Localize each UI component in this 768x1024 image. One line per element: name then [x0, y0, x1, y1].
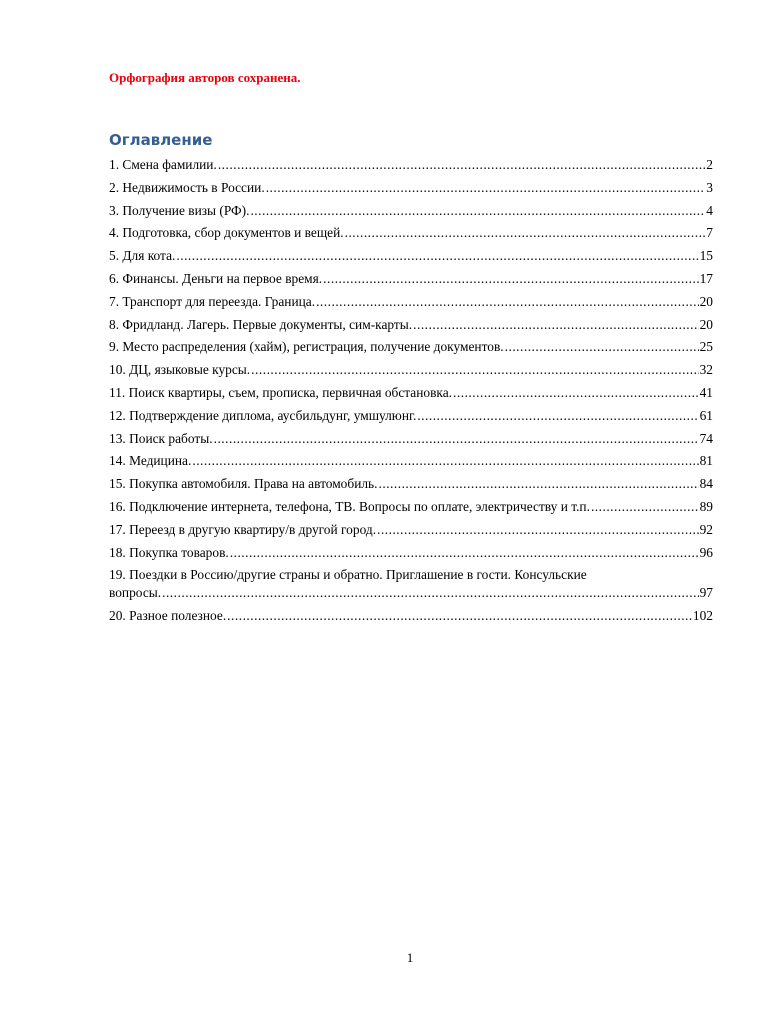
toc-entry-page: 20 — [699, 293, 713, 309]
toc-entry-title: 20. Разное полезное. — [109, 608, 227, 624]
toc-entry-title: 6. Финансы. Деньги на первое время. — [109, 270, 323, 286]
dot-leader — [176, 248, 698, 263]
toc-entry[interactable] — [109, 567, 713, 600]
toc-entry-page: 61 — [699, 407, 713, 423]
dot-leader — [162, 585, 699, 600]
toc-entry[interactable] — [109, 522, 713, 537]
toc-heading: Оглавление — [109, 131, 213, 149]
toc-entry[interactable] — [109, 545, 713, 560]
toc-entry-page: 3 — [706, 179, 713, 195]
toc-entry-page: 2 — [706, 157, 713, 172]
toc-entry-page: 97 — [699, 585, 713, 601]
toc-entry-page: 81 — [699, 453, 713, 469]
toc-entry-title: 19. Поездки в Россию/другие страны и обратно. Приглашение в гости. Консульские — [109, 567, 587, 583]
toc-entry[interactable] — [109, 339, 713, 354]
dot-leader — [453, 385, 699, 400]
editor-note: Орфография авторов сохранена. — [109, 70, 301, 85]
toc-entry-page: 25 — [699, 339, 713, 355]
toc-entry-title: 10. ДЦ, языковые курсы. — [109, 362, 251, 378]
dot-leader — [323, 271, 698, 286]
toc-entry[interactable] — [109, 180, 713, 195]
dot-leader — [227, 608, 692, 623]
toc-entry[interactable] — [109, 225, 713, 240]
table-of-contents — [109, 157, 713, 631]
toc-entry-page: 102 — [692, 608, 713, 624]
toc-entry-title: 2. Недвижимость в России. — [109, 179, 265, 195]
toc-entry[interactable] — [109, 608, 713, 623]
toc-entry[interactable] — [109, 271, 713, 286]
toc-entry-title: 4. Подготовка, сбор документов и вещей. — [109, 225, 344, 241]
toc-entry[interactable] — [109, 248, 713, 263]
toc-entry[interactable] — [109, 294, 713, 309]
toc-entry-title: 7. Транспорт для переезда. Граница. — [109, 293, 316, 309]
toc-entry-title-continued: вопросы. — [109, 585, 162, 601]
toc-entry-title: 3. Получение визы (РФ). — [109, 202, 250, 218]
dot-leader — [505, 339, 699, 354]
toc-entry-page: 32 — [699, 362, 713, 378]
dot-leader — [251, 362, 698, 377]
toc-entry-page: 15 — [699, 248, 713, 264]
toc-entry-title: 15. Покупка автомобиля. Права на автомобиль. — [109, 476, 378, 492]
toc-entry-page: 96 — [699, 544, 713, 560]
dot-leader — [192, 453, 698, 468]
toc-entry[interactable] — [109, 408, 713, 423]
dot-leader — [591, 499, 699, 514]
toc-entry-title: 1. Смена фамилии. — [109, 157, 217, 172]
toc-entry-page: 7 — [706, 225, 713, 241]
toc-entry-title: 16. Подключение интернета, телефона, ТВ. Вопросы по оплате, электричеству и т.п. — [109, 498, 590, 514]
toc-entry[interactable] — [109, 203, 713, 218]
toc-entry-page: 20 — [699, 316, 713, 332]
dot-leader — [250, 203, 705, 218]
toc-entry-page: 89 — [699, 498, 713, 514]
toc-entry[interactable] — [109, 317, 713, 332]
toc-entry-title: 13. Поиск работы. — [109, 430, 213, 446]
toc-entry-title: 14. Медицина. — [109, 453, 192, 469]
page-number: 1 — [406, 950, 414, 965]
toc-entry-title: 9. Место распределения (хайм), регистрация, получение документов. — [109, 339, 504, 355]
toc-entry-page: 92 — [699, 521, 713, 537]
dot-leader — [345, 225, 706, 240]
dot-leader — [377, 522, 699, 537]
dot-leader — [379, 476, 699, 491]
dot-leader — [218, 157, 705, 172]
toc-entry[interactable] — [109, 385, 713, 400]
toc-entry-title: 17. Переезд в другую квартиру/в другой город. — [109, 521, 377, 537]
dot-leader — [266, 180, 706, 195]
toc-entry[interactable] — [109, 453, 713, 468]
dot-leader — [316, 294, 699, 309]
toc-entry-title: 12. Подтверждение диплома, аусбильдунг, умшулюнг. — [109, 407, 417, 423]
toc-entry-title: 11. Поиск квартиры, съем, прописка, первичная обстановка. — [109, 384, 453, 400]
toc-entry[interactable] — [109, 431, 713, 446]
toc-entry-page: 17 — [699, 270, 713, 286]
toc-entry-title: 18. Покупка товаров. — [109, 544, 229, 560]
toc-entry-page: 84 — [699, 476, 713, 492]
toc-entry[interactable] — [109, 499, 713, 514]
toc-entry-page: 41 — [699, 384, 713, 400]
dot-leader — [413, 317, 698, 332]
toc-entry[interactable] — [109, 157, 713, 172]
toc-entry[interactable] — [109, 362, 713, 377]
toc-entry-title: 8. Фридланд. Лагерь. Первые документы, сим-карты. — [109, 316, 413, 332]
dot-leader — [230, 545, 699, 560]
toc-entry-page: 74 — [699, 430, 713, 446]
dot-leader — [214, 431, 699, 446]
toc-entry[interactable] — [109, 476, 713, 491]
toc-entry-title: 5. Для кота. — [109, 248, 176, 264]
toc-entry-page: 4 — [706, 202, 713, 218]
dot-leader — [417, 408, 698, 423]
